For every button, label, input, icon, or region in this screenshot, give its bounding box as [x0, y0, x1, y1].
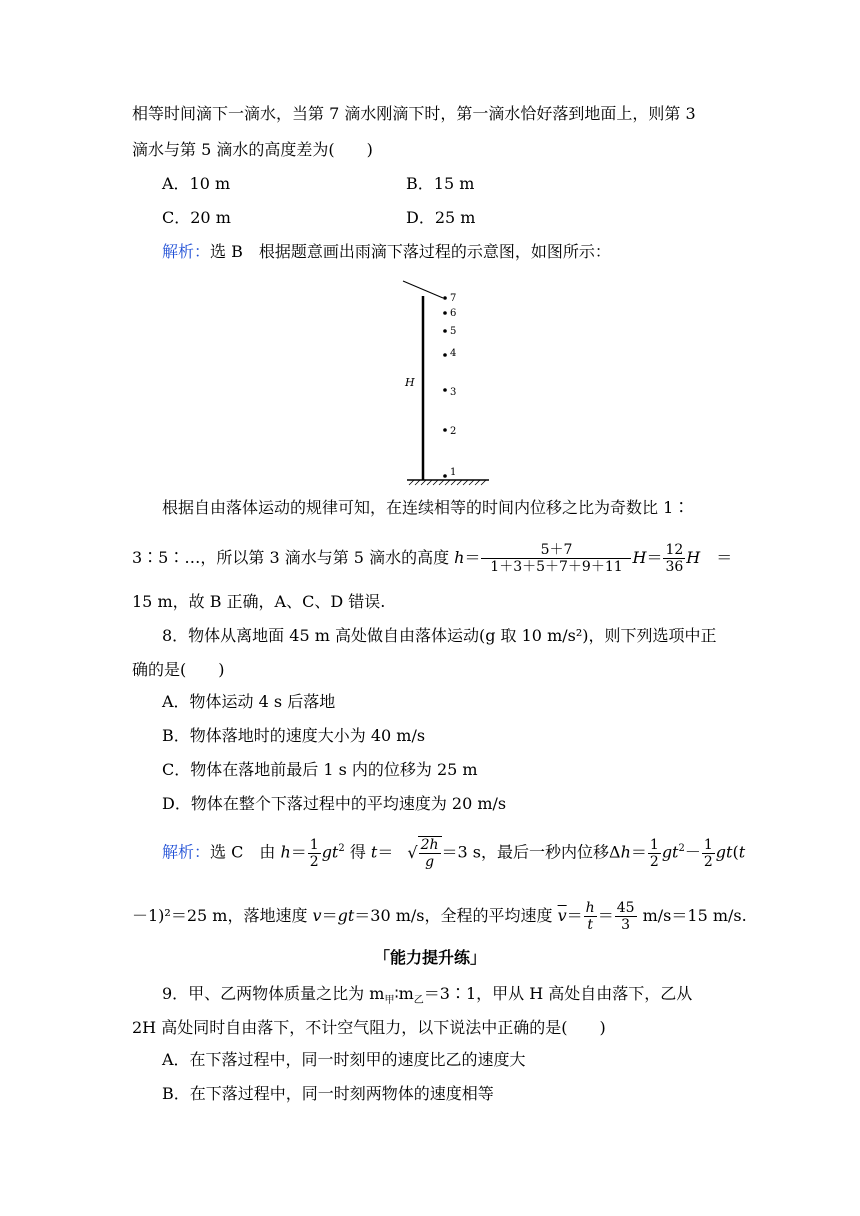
fraction-ratio: $\frac{5+7}{1+3+5+7+9+11}$ [481, 542, 631, 575]
q7-option-a: A．10 m [162, 174, 231, 193]
q7-analysis [162, 242, 611, 262]
drop-label-1: 1 [450, 467, 457, 478]
q9-stem-line1: 9．甲、乙两物体质量之比为 $m_甲∶m_乙=3∶1$，甲从 H 高处自由落下，乙从 [162, 984, 693, 1007]
q9-option-a: A．在下落过程中，同一时刻甲的速度比乙的速度大 [162, 1050, 526, 1069]
drop-label-4: 4 [450, 348, 457, 359]
q7-option-d: D．25 m [406, 208, 476, 227]
q7-explain-line1: 根据自由落体运动的规律可知，在连续相等的时间内位移之比为奇数比 1∶ [162, 498, 690, 517]
drop-label-6: 6 [450, 308, 457, 319]
q8-analysis-line2: －1)²＝25 m，落地速度 v＝gt＝30 m/s，全程的平均速度 $\overline{v}=$ $\frac{h}{t}$ ＝ $\frac{45}{3}$ m/s＝15 m/s. [132, 900, 747, 933]
drop-label-3: 3 [450, 387, 457, 398]
q7-stem-line1: 相等时间滴下一滴水，当第 7 滴水刚滴下时，第一滴水恰好落到地面上，则第 3 [132, 104, 696, 123]
analysis-text: 选 B 根据题意画出雨滴下落过程的示意图，如图所示： [210, 242, 611, 261]
analysis-label: 解析： [162, 242, 211, 261]
q8-option-b: B．物体落地时的速度大小为 40 m/s [162, 726, 426, 745]
q8-stem-line2: 确的是( ) [132, 660, 225, 679]
drop-label-5: 5 [450, 326, 457, 337]
q8-analysis-line1: 解析：选 C 由 h＝ $\frac{1}{2}$ $gt^2$ 得 t＝ √ $\frac{2h}{g}$ ＝3 s，最后一秒内位移Δh＝ $\frac{1}{2}$ $gt^2-$ $\frac{1}{2}$ gt(t [162, 836, 746, 870]
q7-explain-line2: 3∶5∶…，所以第 3 滴水与第 5 滴水的高度 h＝ $\frac{5+7}{1+3+5+7+9+11}$ H＝ $\frac{12}{36}$ H ＝ [132, 542, 733, 575]
q9-option-b: B．在下落过程中，同一时刻两物体的速度相等 [162, 1084, 494, 1103]
drop-label-2: 2 [450, 426, 457, 437]
q7-option-c: C．20 m [162, 208, 231, 227]
height-label: H [405, 376, 415, 389]
sqrt-symbol: √ $\frac{2h}{g}$ [393, 836, 441, 870]
q7-option-b: B．15 m [406, 174, 475, 193]
q9-stem-line2: 2H 高处同时自由落下，不计空气阻力，以下说法中正确的是( ) [132, 1018, 606, 1037]
q8-stem-line1: 8．物体从离地面 45 m 高处做自由落体运动(g 取 10 m/s²)，则下列选项中正 [162, 626, 717, 645]
q8-option-c: C．物体在落地前最后 1 s 内的位移为 25 m [162, 760, 478, 779]
q8-option-d: D．物体在整个下落过程中的平均速度为 20 m/s [162, 794, 507, 813]
q8-option-a: A．物体运动 4 s 后落地 [162, 692, 336, 711]
q7-explain-line3: 15 m，故 B 正确，A、C、D 错误. [132, 592, 386, 611]
fraction-12-36: $\frac{12}{36}$ [665, 542, 684, 575]
raindrop-figure [395, 278, 495, 488]
q7-stem-line2: 滴水与第 5 滴水的高度差为( ) [132, 140, 373, 159]
section-title: 「能力提升练」 [373, 948, 486, 967]
drop-label-7: 7 [450, 293, 457, 304]
